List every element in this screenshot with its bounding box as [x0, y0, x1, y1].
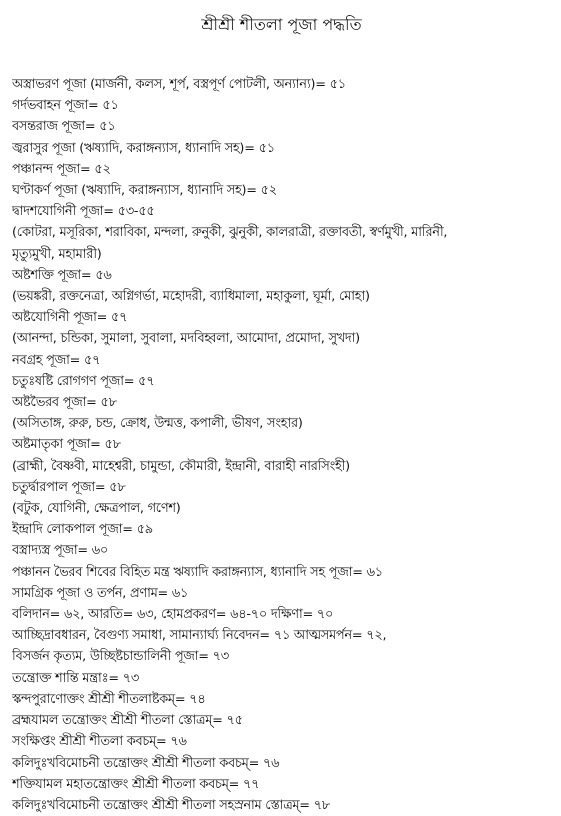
- contents-entry: পঞ্চানন ভৈরব শিবের বিহিত মন্ত্র ঋষ্যাদি করাঙ্গন্যাস, ধ্যানাদি সহ পূজা= ৬১: [12, 564, 383, 580]
- contents-entry: (কোটরা, মসূরিকা, শরাবিকা, মন্দলা, রুনুকী, ঝুনুকী, কালরাত্রী, রক্তাবতী, স্বর্ণমুখী, মারিনী,: [12, 225, 448, 241]
- contents-entry: শক্তিযামল মহাতন্ত্রোক্তং শ্রীশ্রী শীতলা কবচম্= ৭৭: [12, 776, 260, 792]
- contents-entry: বস্ত্রাদ্যস্ত্র পূজা= ৬০: [12, 543, 109, 559]
- contents-entry: কলিদুঃখবিমোচনী তন্ত্রোক্তং শ্রীশ্রী শীতলা কবচম্= ৭৬: [12, 755, 280, 771]
- contents-entry: কলিদুঃখবিমোচনী তন্ত্রোক্তং শ্রীশ্রী শীতলা সহস্রনাম স্তোত্রম্= ৭৮: [12, 797, 330, 813]
- contents-entry: তন্ত্রোক্ত শান্তি মন্ত্রাঃ= ৭৩: [12, 670, 140, 686]
- contents-entry: চতুঃষষ্টি রোগগণ পূজা= ৫৭: [12, 373, 155, 389]
- contents-entry: অষ্টশক্তি পূজা= ৫৬: [12, 267, 112, 283]
- contents-entry: (ভয়ঙ্করী, রক্তনেত্রা, অগ্নিগর্ভা, মহোদরী, ব্যাধিমালা, মহাকুলা, ঘূর্মা, মোহা): [12, 289, 370, 305]
- contents-entry: অষ্টভৈরব পূজা= ৫৮: [12, 395, 117, 411]
- contents-entry: অস্ত্রাভরণ পূজা (মার্জনী, কলস, শূর্প, বস্ত্রপূর্ণ পোটলী, অন্যান্য)= ৫১: [12, 77, 346, 92]
- contents-entry: বসন্তরাজ পূজা= ৫১: [12, 119, 116, 135]
- contents-entry: অষ্টমাতৃকা পূজা= ৫৮: [12, 437, 121, 453]
- contents-entry: (আনন্দা, চন্ডিকা, সুমালা, সুবালা, মদবিহ্বলা, আমোদা, প্রমোদা, সুখদা): [12, 331, 360, 347]
- contents-entry: জ্বরাসুর পূজা (ঋষ্যাদি, করাঙ্গন্যাস, ধ্যানাদি সহ)= ৫১: [12, 140, 275, 156]
- contents-entry: পঞ্চানন্দ পূজা= ৫২: [12, 161, 111, 177]
- contents-list: [12, 74, 551, 816]
- contents-entry: (বটুক, যোগিনী, ক্ষেত্রপাল, গণেশ): [12, 501, 181, 517]
- contents-entry: অষ্টযোগিনী পূজা= ৫৭: [12, 310, 128, 326]
- contents-entry: সামগ্রিক পূজা ও তর্পন, প্রণাম= ৬১: [12, 585, 189, 601]
- contents-entry: নবগ্রহ পূজা= ৫৭: [12, 352, 101, 368]
- contents-entry: বলিদান= ৬২, আরতি= ৬৩, হোমপ্রকরণ= ৬৪-৭০ দক্ষিণা= ৭০: [12, 607, 334, 623]
- contents-entry: ঘণ্টাকর্ণ পূজা (ঋষ্যাদি, করাঙ্গন্যাস, ধ্যানাদি সহ)= ৫২: [12, 183, 277, 199]
- contents-entry: সংক্ষিপ্তং শ্রীশ্রী শীতলা কবচম্= ৭৬: [12, 734, 187, 750]
- contents-entry: চতুর্দ্বারপাল পূজা= ৫৮: [12, 479, 126, 495]
- contents-entry: আচ্ছিদ্রাবধারন, বৈগুণ্য সমাধা, সামান্যার্ঘ্য নিবেদন= ৭১ আত্মসমর্পন= ৭২,: [12, 628, 387, 644]
- contents-entry: মৃত্যুমুখী, মহামারী): [12, 246, 102, 262]
- contents-entry: গর্দভবাহন পূজা= ৫১: [12, 98, 119, 114]
- contents-entry: দ্বাদশযোগিনী পূজা= ৫৩-৫৫: [12, 204, 155, 220]
- contents-entry: ব্রহ্মযামল তন্ত্রোক্তং শ্রীশ্রী শীতলা স্তোত্রম্= ৭৫: [12, 713, 243, 729]
- page-title: শ্রীশ্রী শীতলা পূজা পদ্ধতি: [201, 15, 362, 34]
- contents-entry: (ব্রাহ্মী, বৈষ্ণবী, মাহেশ্বরী, চামুন্ডা, কৌমারী, ইন্দ্রানী, বারাহী নারসিংহী): [12, 458, 350, 474]
- contents-entry: স্কন্দপুরাণোক্তং শ্রীশ্রী শীতলাষ্টকম্= ৭৪: [12, 691, 206, 707]
- contents-entry: (অসিতাঙ্গ, রুরু, চন্ড, ক্রোধ, উন্মত্ত, কপালী, ভীষণ, সংহার): [12, 416, 303, 432]
- contents-entry: বিসর্জন কৃত্যম, উচ্ছিষ্টচান্ডালিনী পূজা= ৭৩: [12, 649, 229, 665]
- contents-entry: ইন্দ্রাদি লোকপাল পূজা= ৫৯: [12, 522, 153, 538]
